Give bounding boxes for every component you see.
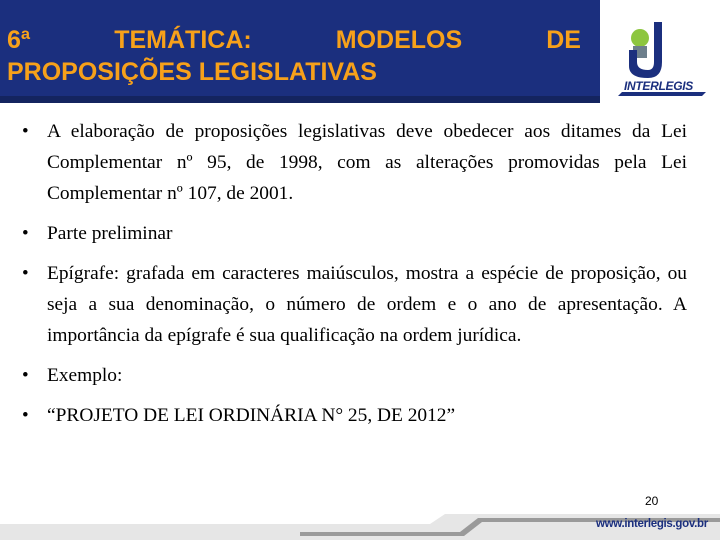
bullet-item	[22, 400, 687, 431]
bullet-icon: •	[22, 365, 29, 386]
title-word-tematica: TEMÁTICA:	[114, 26, 252, 54]
title-word-de: DE	[546, 26, 581, 54]
bullet-text: Exemplo:	[47, 365, 123, 386]
slide-body	[22, 116, 687, 440]
bullet-text: A elaboração de proposições legislativas deve obedecer aos ditames da Lei Complementar nº 95, de 1998, com as alterações promovidas pela Lei Complementar nº 107, de 2001.	[47, 121, 687, 204]
bullet-text: Epígrafe: grafada em caracteres maiúsculos, mostra a espécie de proposição, ou seja a sua denominação, o número de ordem e o ano de apresentação. A importância da epígrafe é sua qualificação na ordem jurídica.	[47, 263, 687, 346]
bullet-icon: •	[22, 121, 29, 142]
bullet-icon: •	[22, 405, 29, 426]
bullet-icon: •	[22, 223, 29, 244]
title-word-modelos: MODELOS	[335, 26, 463, 54]
slide-title-line2: PROPOSIÇÕES LEGISLATIVAS	[7, 58, 377, 86]
footer-url: www.interlegis.gov.br	[596, 518, 708, 530]
bullet-text: “PROJETO DE LEI ORDINÁRIA N° 25, DE 2012”	[47, 405, 456, 426]
slide-title	[7, 24, 581, 88]
bullet-item	[22, 218, 687, 249]
page-number: 20	[645, 494, 659, 508]
title-ordinal: 6ª	[7, 26, 31, 54]
bullet-item	[22, 116, 687, 209]
bullet-text: Parte preliminar	[47, 223, 173, 244]
bullet-item	[22, 360, 687, 391]
bullet-item	[22, 258, 687, 351]
slide-title-line1	[7, 24, 581, 56]
title-bar-shade	[0, 96, 600, 103]
bullet-icon: •	[22, 263, 29, 284]
logo-wordmark: INTERLEGIS	[624, 79, 694, 93]
